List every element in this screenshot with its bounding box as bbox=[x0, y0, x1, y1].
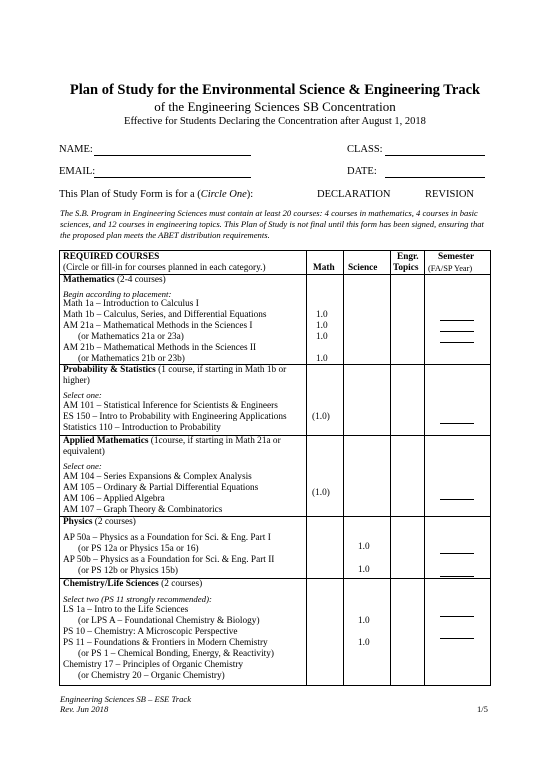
applied-math-section-title bbox=[63, 436, 281, 447]
course-am-107[interactable]: AM 107 – Graph Theory & Combinatorics bbox=[63, 505, 223, 515]
science-credit: 1.0 bbox=[358, 542, 370, 552]
course-ps-11[interactable]: PS 11 – Foundations & Frontiers in Modern Chemistry bbox=[63, 638, 268, 648]
mathematics-section-title bbox=[63, 275, 166, 286]
required-courses-table bbox=[59, 250, 491, 686]
topics-column-header: Topics bbox=[393, 263, 419, 273]
course-am-21a[interactable]: AM 21a – Mathematical Methods in the Sciences I bbox=[63, 321, 253, 331]
semester-blank[interactable] bbox=[440, 331, 474, 332]
mathematics-instruction: Begin according to placement: bbox=[63, 289, 172, 299]
course-ap-50a[interactable]: AP 50a – Physics as a Foundation for Sci. & Eng. Part I bbox=[63, 533, 271, 543]
course-chem-17[interactable]: Chemistry 17 – Principles of Organic Chemistry bbox=[63, 660, 244, 670]
science-column-header: Science bbox=[348, 263, 378, 273]
course-ap-50b[interactable]: AP 50b – Physics as a Foundation for Sci. & Eng. Part II bbox=[63, 555, 275, 565]
effective-date-note: Effective for Students Declaring the Concentration after August 1, 2018 bbox=[124, 116, 426, 127]
course-am-21b[interactable]: AM 21b – Mathematical Methods in the Sciences II bbox=[63, 343, 257, 353]
col-divider bbox=[343, 251, 344, 685]
applied-math-note: (1course, if starting in Math 21a or bbox=[148, 436, 281, 446]
course-am-105[interactable]: AM 105 – Ordinary & Partial Differential Equations bbox=[63, 483, 259, 493]
col-divider bbox=[424, 251, 425, 685]
math-column-header: Math bbox=[313, 263, 335, 273]
probability-title: Probability & Statistics bbox=[63, 365, 156, 375]
course-es-150[interactable]: ES 150 – Intro to Probability with Engineering Applications bbox=[63, 412, 287, 422]
semester-blank[interactable] bbox=[440, 342, 474, 343]
applied-math-title: Applied Mathematics bbox=[63, 436, 149, 446]
course-am-101[interactable]: AM 101 – Statistical Inference for Scientists & Engineers bbox=[63, 401, 278, 411]
course-ls-1a[interactable]: LS 1a – Intro to the Life Sciences bbox=[63, 605, 189, 615]
mathematics-title: Mathematics bbox=[63, 275, 115, 285]
course-math-1b[interactable]: Math 1b – Calculus, Series, and Differential Equations bbox=[63, 310, 267, 320]
circle-one-text: Circle One bbox=[200, 189, 247, 200]
form-type-suffix: ): bbox=[246, 189, 254, 200]
course-ap-50a-alt[interactable]: (or PS 12a or Physics 15a or 16) bbox=[78, 544, 199, 554]
col-divider bbox=[306, 251, 307, 685]
semester-column-header: Semester bbox=[438, 252, 475, 262]
semester-blank[interactable] bbox=[440, 364, 474, 365]
footer-revision: Rev. Jun 2018 bbox=[60, 704, 109, 714]
math-credit-optional: (1.0) bbox=[312, 412, 330, 422]
chemistry-title: Chemistry/Life Sciences bbox=[63, 579, 159, 589]
instructions-text: (Circle or fill-in for courses planned in each category.) bbox=[63, 263, 266, 273]
semester-blank[interactable] bbox=[440, 320, 474, 321]
physics-note: (2 courses) bbox=[92, 517, 136, 527]
math-credit: 1.0 bbox=[316, 310, 328, 320]
course-math-1a[interactable]: Math 1a – Introduction to Calculus I bbox=[63, 299, 199, 309]
chemistry-note: (2 courses) bbox=[158, 579, 203, 589]
date-field[interactable] bbox=[385, 177, 485, 178]
intro-paragraph: The S.B. Program in Engineering Sciences must contain at least 20 courses: 4 courses in mathematics, 4 courses in basic sciences, and 12 courses in engineering topics. This Plan of Study is not final until this form has been signed, ensuring that the proposed plan meets the ABET distribution requirements. bbox=[60, 208, 484, 241]
semester-blank[interactable] bbox=[440, 638, 474, 639]
course-ps-10[interactable]: PS 10 – Chemistry: A Microscopic Perspective bbox=[63, 627, 238, 637]
course-lps-a[interactable]: (or LPS A – Foundational Chemistry & Biology) bbox=[78, 616, 260, 626]
course-chem-20[interactable]: (or Chemistry 20 – Organic Chemistry) bbox=[78, 671, 225, 681]
form-type-prompt bbox=[59, 189, 253, 200]
semester-blank[interactable] bbox=[440, 423, 474, 424]
form-type-prefix: This Plan of Study Form is for a ( bbox=[59, 189, 201, 200]
science-credit: 1.0 bbox=[358, 616, 370, 626]
email-field[interactable] bbox=[94, 177, 251, 178]
physics-title: Physics bbox=[63, 517, 93, 527]
physics-section-title bbox=[63, 517, 136, 528]
page-title: Plan of Study for the Environmental Science & Engineering Track bbox=[69, 82, 481, 98]
footer-track: Engineering Sciences SB – ESE Track bbox=[60, 694, 192, 704]
chemistry-section-title bbox=[63, 579, 202, 590]
option-revision[interactable]: REVISION bbox=[425, 189, 474, 200]
date-label: DATE: bbox=[347, 166, 377, 177]
math-credit: 1.0 bbox=[316, 321, 328, 331]
course-ps-1[interactable]: (or PS 1 – Chemical Bonding, Energy, & Reactivity) bbox=[78, 649, 274, 659]
engr-column-header: Engr. bbox=[397, 252, 419, 262]
email-label: EMAIL: bbox=[59, 166, 96, 177]
course-am-104[interactable]: AM 104 – Series Expansions & Complex Analysis bbox=[63, 472, 252, 482]
chemistry-instruction: Select two (PS 11 strongly recommended): bbox=[63, 594, 212, 604]
semester-format-note: (FA/SP Year) bbox=[428, 264, 473, 273]
math-credit-optional: (1.0) bbox=[312, 488, 330, 498]
mathematics-note: (2-4 courses) bbox=[114, 275, 166, 285]
probability-note: (1 course, if starting in Math 1b or bbox=[155, 365, 287, 375]
class-field[interactable] bbox=[385, 155, 485, 156]
probability-instruction: Select one: bbox=[63, 390, 102, 400]
option-declaration[interactable]: DECLARATION bbox=[317, 189, 391, 200]
semester-blank[interactable] bbox=[440, 576, 474, 577]
col-divider bbox=[390, 251, 391, 685]
science-credit: 1.0 bbox=[358, 565, 370, 575]
class-label: CLASS: bbox=[347, 144, 383, 155]
page-subtitle: of the Engineering Sciences SB Concentration bbox=[154, 99, 396, 114]
name-label: NAME: bbox=[59, 144, 93, 155]
science-credit: 1.0 bbox=[358, 638, 370, 648]
course-stat-110[interactable]: Statistics 110 – Introduction to Probability bbox=[63, 423, 221, 433]
course-am-106[interactable]: AM 106 – Applied Algebra bbox=[63, 494, 165, 504]
applied-math-instruction: Select one: bbox=[63, 461, 102, 471]
semester-blank[interactable] bbox=[440, 499, 474, 500]
applied-math-note-cont: equivalent) bbox=[63, 447, 105, 457]
page-number: 1/5 bbox=[477, 704, 488, 714]
math-credit: 1.0 bbox=[316, 332, 328, 342]
probability-note-cont: higher) bbox=[63, 376, 90, 386]
course-ap-50b-alt[interactable]: (or PS 12b or Physics 15b) bbox=[78, 566, 178, 576]
required-courses-heading: REQUIRED COURSES bbox=[63, 252, 160, 262]
course-am-21b-alt[interactable]: (or Mathematics 21b or 23b) bbox=[78, 354, 185, 364]
name-field[interactable] bbox=[94, 155, 251, 156]
probability-section-title bbox=[63, 365, 286, 376]
math-credit: 1.0 bbox=[316, 354, 328, 364]
semester-blank[interactable] bbox=[440, 616, 474, 617]
semester-blank[interactable] bbox=[440, 553, 474, 554]
course-am-21a-alt[interactable]: (or Mathematics 21a or 23a) bbox=[78, 332, 184, 342]
